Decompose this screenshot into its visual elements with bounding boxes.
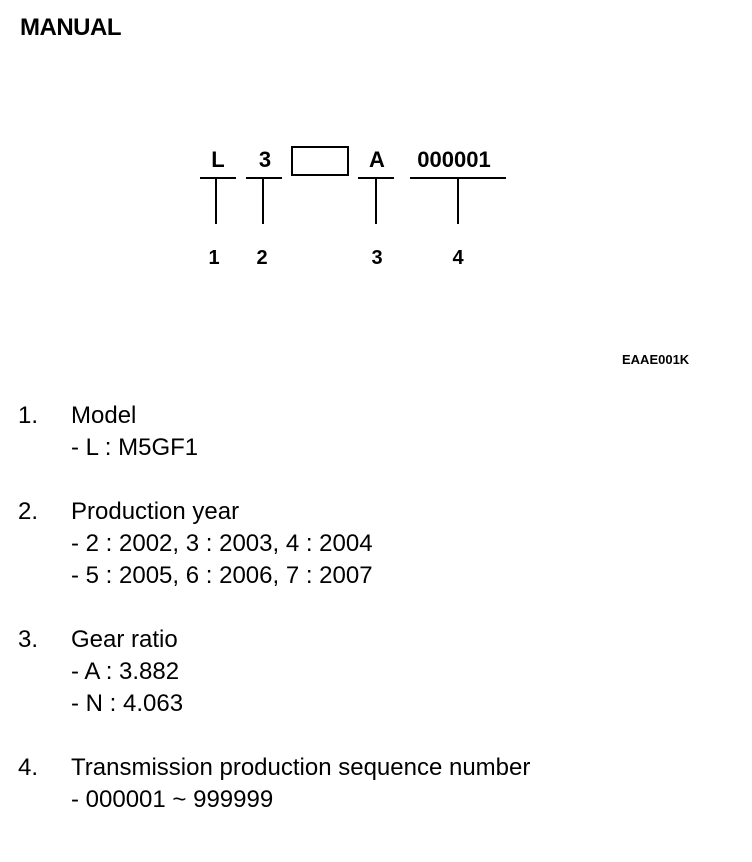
list-item-production-year xyxy=(0,496,752,592)
callout-1: 1 xyxy=(208,247,220,269)
callout-4: 4 xyxy=(452,247,464,269)
list-item-number: 2. xyxy=(18,498,39,525)
list-item-detail: - N : 4.063 xyxy=(71,690,184,717)
list-item-detail: - 5 : 2005, 6 : 2006, 7 : 2007 xyxy=(71,562,373,589)
figure-code: EAAE001K xyxy=(622,352,690,367)
code-segment-ratio: A xyxy=(369,147,385,172)
list-item-detail: - 2 : 2002, 3 : 2003, 4 : 2004 xyxy=(71,530,373,557)
list-item-number: 4. xyxy=(18,754,39,781)
list-item-detail: - 000001 ~ 999999 xyxy=(71,786,274,813)
list-item-model xyxy=(0,400,752,464)
list-item-title: Model xyxy=(71,402,137,429)
code-segment-model: L xyxy=(211,147,225,172)
list-item-number: 1. xyxy=(18,402,39,429)
list-item-sequence-number xyxy=(0,752,752,816)
code-diagram xyxy=(0,0,752,300)
list-item-title: Transmission production sequence number xyxy=(71,754,531,781)
list-item-title: Production year xyxy=(71,498,240,525)
code-segment-year: 3 xyxy=(258,147,272,172)
code-legend-list xyxy=(0,400,752,848)
code-segment-blank-box xyxy=(292,147,348,175)
callout-3: 3 xyxy=(371,247,383,269)
page-heading: MANUAL xyxy=(20,14,121,41)
callout-2: 2 xyxy=(256,247,268,269)
list-item-gear-ratio xyxy=(0,624,752,720)
code-segment-sequence: 000001 xyxy=(417,147,491,172)
list-item-detail: - A : 3.882 xyxy=(71,658,180,685)
list-item-number: 3. xyxy=(18,626,39,653)
list-item-detail: - L : M5GF1 xyxy=(71,434,199,461)
list-item-title: Gear ratio xyxy=(71,626,178,653)
